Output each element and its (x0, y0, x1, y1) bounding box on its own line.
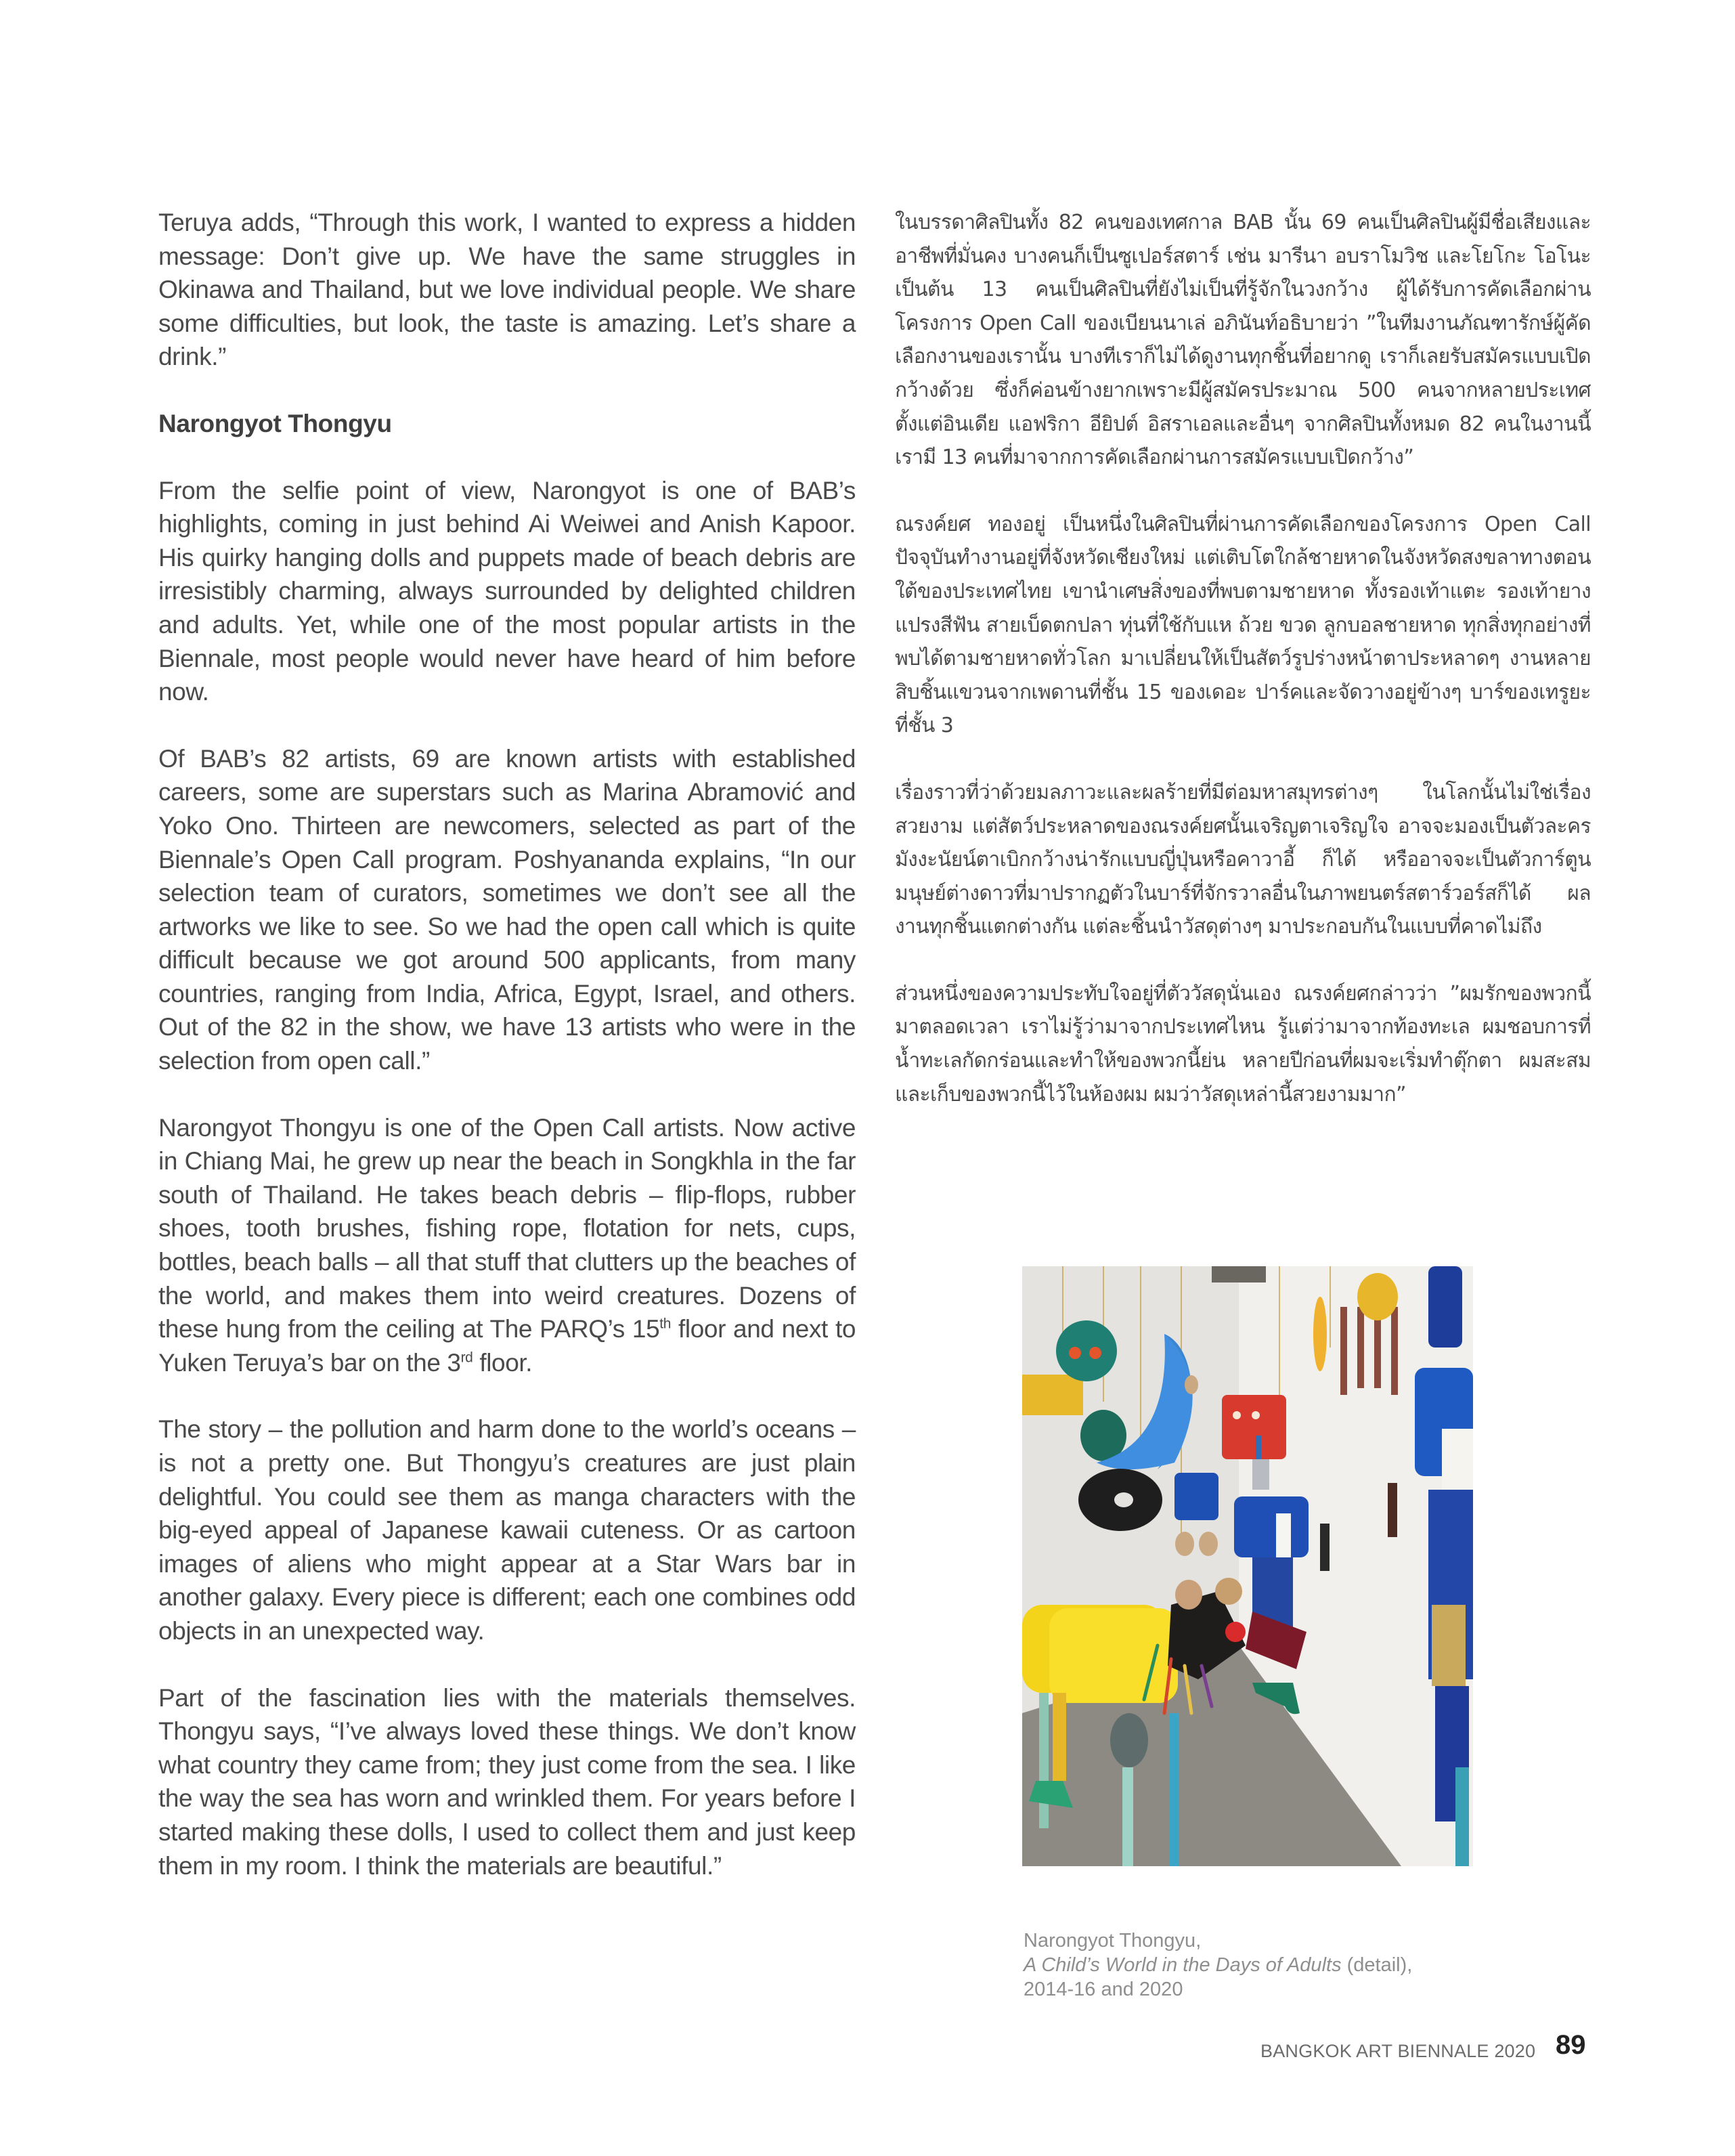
thai-paragraph-artist-bio: ณรงค์ยศ ทองอยู่ เป็นหนึ่งในศิลปินที่ผ่านการคัดเลือกของโครงการ Open Call ปัจจุบันทำงานอยู่ที่จังหวัดเชียงใหม่ แต่เติบโตใกล้ชายหาดในจังหวัดสงขลาทางตอนใต้ของประเทศไทย เขานำเศษสิ่งของที่พบตามชายหาด ทั้งรองเท้าแตะ รองเท้ายาง แปรงสีฟัน สายเบ็ดตกปลา ทุ่นที่ใช้กับแห ถ้วย ขวด ลูกบอลชายหาด ทุกสิ่งทุกอย่างที่พบได้ตามชายหาดทั่วโลก มาเปลี่ยนให้เป็นสัตว์รูปร่างหน้าตาประหลาดๆ งานหลายสิบชิ้นแขวนจากเพดานที่ชั้น 15 ของเดอะ ปาร์คและจัดวางอยู่ข้างๆ บาร์ของเทรูยะที่ชั้น 3 (895, 512, 1591, 738)
caption-artist: Narongyot Thongyu, (1024, 1930, 1202, 1952)
thai-paragraph-artists: ในบรรดาศิลปินทั้ง 82 คนของเทศกาล BAB นั้น 69 คนเป็นศิลปินผู้มีชื่อเสียงและอาชีพที่มั่นคง บางคนก็เป็นซูเปอร์สตาร์ เช่น มารีนา อบราโมวิช และโยโกะ โอโนะ เป็นต้น 13 คนเป็นศิลปินที่ยังไม่เป็นที่รู้จักในวงกว้าง ผู้ได้รับการคัดเลือกผ่านโครงการ Open Call ของเบียนนาเล่ อภินันท์อธิบายว่า ”ในทีมงานภัณฑารักษ์ผู้คัดเลือกงานของเรานั้น บางทีเราก็ไม่ได้ดูงานทุกชิ้นที่อยากดู เราก็เลยรับสมัครแบบเปิดกว้างด้วย ซึ่งก็ค่อนข้างยากเพราะมีผู้สมัครประมาณ 500 คนจากหลายประเทศตั้งแต่อินเดีย แอฟริกา อียิปต์ อิสราเอลและอื่นๆ จากศิลปินทั้งหมด 82 คนในงานนี้เรามี 13 คนที่มาจากการคัดเลือกผ่านการสมัครแบบเปิดกว้าง” (895, 211, 1591, 470)
caption-title: A Child’s World in the Days of Adults (1024, 1954, 1342, 1976)
artwork-photo-illustration (1022, 1266, 1473, 1866)
paragraph-teruya-quote: Teruya adds, “Through this work, I wanted to express a hidden message: Don’t give up. We have the same struggles in Okinawa and Thailand, but we love individual people. We share some difficulties, but look, the taste is amazing. Let’s share a drink.” (158, 209, 856, 371)
paragraph-materials: Part of the fascination lies with the materials themselves. Thongyu says, “I’ve always loved these things. We don’t know what country they came from; they just come from the sea. I like the way the sea has worn and wrinkled them. For years before I started making these dolls, I used to collect them and just keep them in my room. I think the materials are beautiful.” (158, 1683, 856, 1880)
photo-caption (1024, 1928, 1497, 2002)
artwork-photo (1022, 1266, 1473, 1866)
caption-detail: (detail), (1341, 1954, 1413, 1976)
paragraph-story: The story – the pollution and harm done to the world’s oceans – is not a pretty one. But Thongyu’s creatures are just plain delightful. You could see them as manga characters with the big-eyed appeal of Japanese kawaii cuteness. Or as cartoon images of aliens who might appear at a Star Wars bar in another galaxy. Every piece is different; each one combines odd objects in an unexpected way. (158, 1415, 856, 1645)
page-number: 89 (1556, 2030, 1586, 2060)
english-column (158, 206, 856, 1916)
bio-text-b: floor and next to Yuken Teruya’s bar on the 3 (158, 1315, 856, 1377)
paragraph-selfie-highlights: From the selfie point of view, Narongyot is one of BAB’s highlights, coming in just behind Ai Weiwei and Anish Kapoor. His quirky hanging dolls and puppets made of beach debris are irresistibly charming, always surrounded by delighted children and adults. Yet, while one of the most popular artists in the Biennale, most people would never have heard of him before now. (158, 476, 856, 706)
paragraph-artist-bio (158, 1111, 856, 1380)
bio-text-a: Narongyot Thongyu is one of the Open Call artists. Now active in Chiang Mai, he grew up near the beach in Songkhla in the far south of Thailand. He takes beach debris – flip-flops, rubber shoes, tooth brushes, fishing rope, flotation for nets, cups, bottles, beach balls – all that stuff that clutters up the beaches of the world, and makes them into weird creatures. Dozens of these hung from the ceiling at The PARQ’s 15 (158, 1113, 856, 1343)
caption-years: 2014-16 and 2020 (1024, 1979, 1183, 2000)
caption-title-line (1024, 1953, 1497, 1977)
bio-text-c: floor. (473, 1348, 533, 1377)
thai-paragraph-materials: ส่วนหนึ่งของความประทับใจอยู่ที่ตัววัสดุนั่นเอง ณรงค์ยศกล่าวว่า ”ผมรักของพวกนี้มาตลอดเวลา เราไม่รู้ว่ามาจากประเทศไหน รู้แต่ว่ามาจากท้องทะเล ผมชอบการที่น้ำทะเลกัดกร่อนและทำให้ของพวกนี้ย่น หลายปีก่อนที่ผมจะเริ่มทำตุ๊กตา ผมสะสมและเก็บของพวกนี้ไว้ในห้องผม ผมว่าวัสดุเหล่านี้สวยงามมาก” (895, 981, 1591, 1106)
superscript-rd: rd (460, 1350, 473, 1366)
superscript-th: th (659, 1316, 671, 1332)
section-heading: Narongyot Thongyu (158, 409, 392, 437)
publication-footer: BANGKOK ART BIENNALE 2020 (1260, 2041, 1536, 2061)
thai-paragraph-story: เรื่องราวที่ว่าด้วยมลภาวะและผลร้ายที่มีต่อมหาสมุทรต่างๆ ในโลกนั้นไม่ใช่เรื่องสวยงาม แต่สัตว์ประหลาดของณรงค์ยศนั้นเจริญตาเจริญใจ อาจจะมองเป็นตัวละครมังงะนัยน์ตาเบิกกว้างน่ารักแบบญี่ปุ่นหรือคาวาอี้ ก็ได้ หรืออาจจะเป็นตัวการ์ตูนมนุษย์ต่างดาวที่มาปรากฏตัวในบาร์ที่จักรวาลอื่นในภาพยนตร์สตาร์วอร์สก็ได้ ผลงานทุกชิ้นแตกต่างกัน แต่ละชิ้นนำวัสดุต่างๆ มาประกอบกันในแบบที่คาดไม่ถึง (895, 780, 1591, 939)
thai-column (895, 206, 1591, 1144)
paragraph-open-call: Of BAB’s 82 artists, 69 are known artists with established careers, some are superstars such as Marina Abramović and Yoko Ono. Thirteen are newcomers, selected as part of the Biennale’s Open Call program. Poshyananda explains, “In our selection team of curators, sometimes we don’t see all the artworks we like to see. So we had the open call which is quite difficult because we got around 500 applicants, from many countries, ranging from India, Africa, Egypt, Israel, and others. Out of the 82 in the show, we have 13 artists who were in the selection from open call.” (158, 744, 856, 1075)
